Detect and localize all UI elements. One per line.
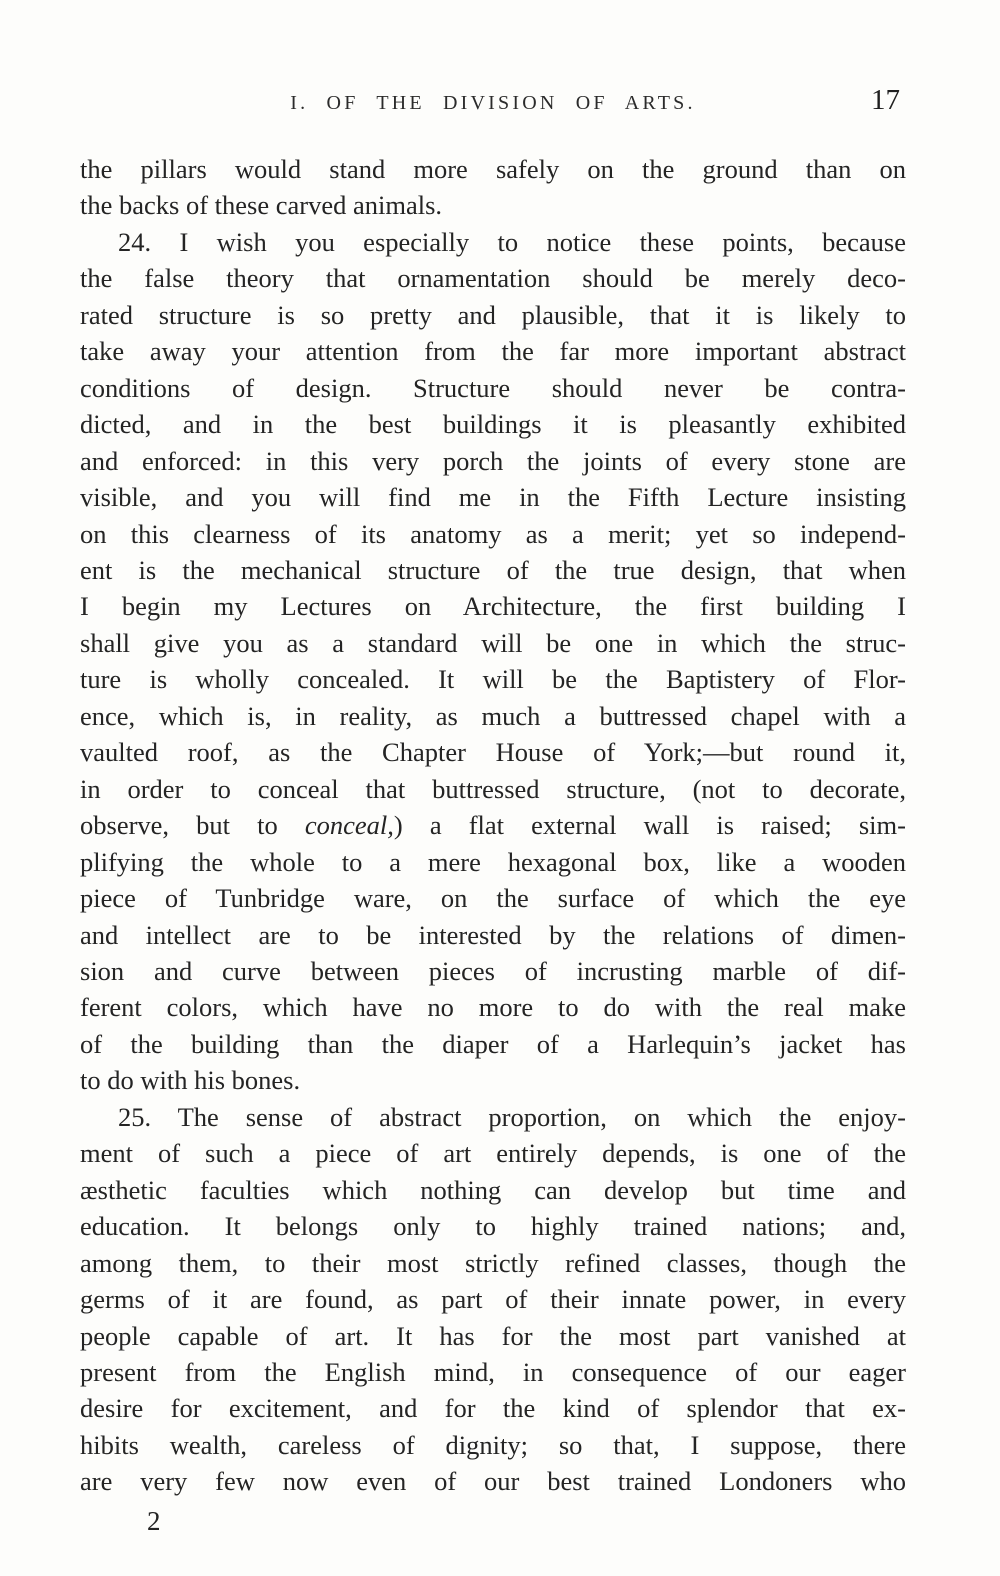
text-line: shall give you as a standard will be one in which the struc- — [80, 627, 906, 658]
text-line: present from the English mind, in consequence of our eager — [80, 1356, 906, 1387]
text-line: 25. The sense of abstract proportion, on which the enjoy- — [118, 1101, 906, 1132]
text-line: hibits wealth, careless of dignity; so that, I suppose, there — [80, 1429, 906, 1460]
text-line: of the building than the diaper of a Harlequin’s jacket has — [80, 1028, 906, 1059]
text-line: on this clearness of its anatomy as a merit; yet so independ- — [80, 518, 906, 549]
paragraph-25 — [80, 1099, 906, 1500]
text-line: piece of Tunbridge ware, on the surface of which the eye — [80, 883, 906, 914]
text-line: æsthetic faculties which nothing can develop but time and — [80, 1174, 906, 1205]
text-line: the backs of these carved animals. — [80, 190, 443, 221]
text-line: vaulted roof, as the Chapter House of York;—but round it, — [80, 737, 906, 768]
text-line: germs of it are found, as part of their innate power, in every — [80, 1284, 906, 1315]
text-line: 24. I wish you especially to notice these points, because — [118, 226, 906, 257]
text-line: dicted, and in the best buildings it is pleasantly exhibited — [80, 409, 906, 440]
page-number: 17 — [871, 84, 900, 116]
page-footer — [147, 1506, 161, 1537]
text-line: and intellect are to be interested by the relations of dimen- — [80, 919, 906, 950]
page-body — [80, 151, 906, 1500]
text-line: ence, which is, in reality, as much a buttressed chapel with a — [80, 700, 906, 731]
text-line: ment of such a piece of art entirely depends, is one of the — [80, 1138, 906, 1169]
text-line — [80, 807, 906, 843]
text-line: people capable of art. It has for the most part vanished at — [80, 1320, 906, 1351]
text-line: take away your attention from the far more important abstract — [80, 336, 906, 367]
signature-mark: 2 — [147, 1506, 161, 1536]
text-line: rated structure is so pretty and plausible, that it is likely to — [80, 299, 906, 330]
text-line: in order to conceal that buttressed structure, (not to decorate, — [80, 773, 906, 804]
text-line: the pillars would stand more safely on the ground than on — [80, 154, 906, 184]
text-line: conditions of design. Structure should never be contra- — [80, 372, 906, 403]
italic-text: conceal, — [304, 810, 394, 841]
text-line: to do with his bones. — [80, 1065, 301, 1096]
text-line: ferent colors, which have no more to do with the real make — [80, 992, 906, 1023]
text-segment: observe, but to — [80, 810, 305, 841]
text-segment: ) a flat external wall is raised; sim- — [393, 810, 906, 841]
text-line: and enforced: in this very porch the joints of every stone are — [80, 445, 906, 476]
paragraph-continuation — [80, 151, 906, 224]
text-line: the false theory that ornamentation should be merely deco- — [80, 263, 906, 294]
text-line: visible, and you will find me in the Fifth Lecture insisting — [80, 482, 906, 513]
page-header — [80, 84, 906, 120]
running-title: I. OF THE DIVISION OF ARTS. — [290, 92, 696, 114]
text-line: are very few now even of our best trained Londoners who — [80, 1466, 906, 1497]
text-line: education. It belongs only to highly trained nations; and, — [80, 1211, 906, 1242]
text-line: desire for excitement, and for the kind of splendor that ex- — [80, 1393, 906, 1424]
paragraph-24 — [80, 224, 906, 1099]
text-line: I begin my Lectures on Architecture, the first building I — [80, 591, 906, 622]
text-line: among them, to their most strictly refined classes, though the — [80, 1247, 906, 1278]
text-line: ture is wholly concealed. It will be the Baptistery of Flor- — [80, 664, 906, 695]
text-line: ent is the mechanical structure of the true design, that when — [80, 554, 906, 585]
text-line: plifying the whole to a mere hexagonal box, like a wooden — [80, 846, 906, 877]
text-line: sion and curve between pieces of incrusting marble of dif- — [80, 955, 906, 986]
